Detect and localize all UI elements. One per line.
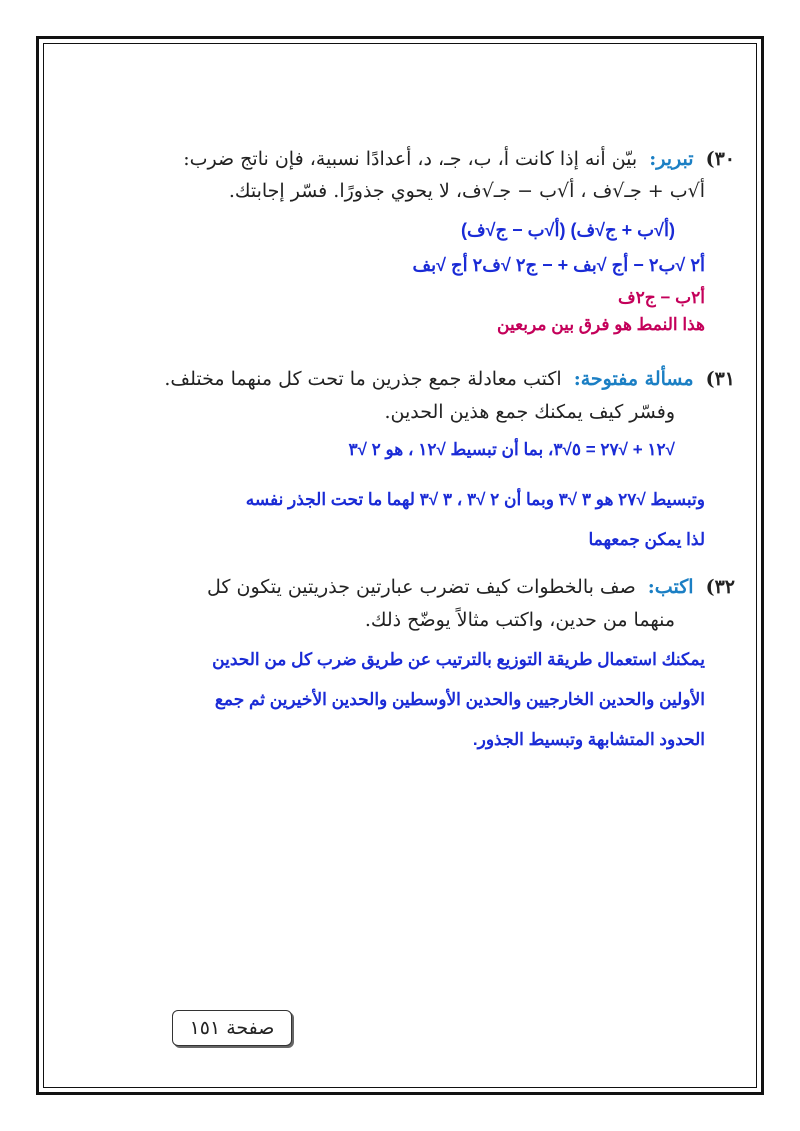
question-text: اكتب معادلة جمع جذرين ما تحت كل منهما مختلف. (164, 368, 562, 390)
answer-31-line2: وتبسيط √٢٧ هو ٣ √٣ وبما أن ٢ √٣ ، ٣ √٣ لهما ما تحت الجذر نفسه (245, 490, 705, 509)
question-31-line1 (164, 368, 735, 390)
question-number: ٣١) (705, 368, 735, 390)
question-text: صف بالخطوات كيف تضرب عبارتين جذريتين يتكون كل (207, 576, 636, 598)
answer-31-line3: لذا يمكن جمعهما (588, 530, 705, 549)
answer-32-line3: الحدود المتشابهة وتبسيط الجذور. (472, 730, 705, 749)
question-30-line1 (183, 148, 735, 170)
question-30-line2: أ√ب + جـ√ف ، أ√ب − جـ√ف، لا يحوي جذورًا. فسّر إجابتك. (228, 180, 705, 202)
answer-30-line3: أ٢ب − ج٢ف (618, 288, 705, 307)
question-32-line1 (207, 576, 735, 598)
answer-32-line1: يمكنك استعمال طريقة التوزيع بالترتيب عن طريق ضرب كل من الحدين (212, 650, 705, 669)
answer-32-line2: الأولين والحدين الخارجيين والحدين الأوسطين والحدين الأخيرين ثم جمع (214, 690, 705, 709)
page-number-label: صفحة ١٥١ (172, 1010, 292, 1046)
question-31-line2: وفسّر كيف يمكنك جمع هذين الحدين. (384, 401, 675, 423)
answer-31-line1: √١٢ + √٢٧ = ٥√٣، بما أن تبسيط √١٢ ، هو ٢ √٣ (348, 440, 675, 459)
answer-30-line1: (أ√ب + ج√ف) (أ√ب − ج√ف) (461, 220, 675, 240)
question-keyword: اكتب: (647, 576, 694, 598)
question-keyword: تبرير: (649, 148, 694, 170)
question-32-line2: منهما من حدين، واكتب مثالاً يوضّح ذلك. (364, 609, 675, 631)
question-keyword: مسألة مفتوحة: (573, 368, 694, 390)
answer-30-line2: أ٢ √ب٢ − أج √بف + − ج٢ √ف٢ أج √بف (412, 255, 705, 275)
question-number: ٣٢) (705, 576, 735, 598)
question-number: ٣٠) (705, 148, 735, 170)
question-text: بيّن أنه إذا كانت أ، ب، جـ، د، أعدادًا نسبية، فإن ناتج ضرب: (183, 148, 638, 170)
answer-30-note: هذا النمط هو فرق بين مربعين (497, 315, 705, 334)
